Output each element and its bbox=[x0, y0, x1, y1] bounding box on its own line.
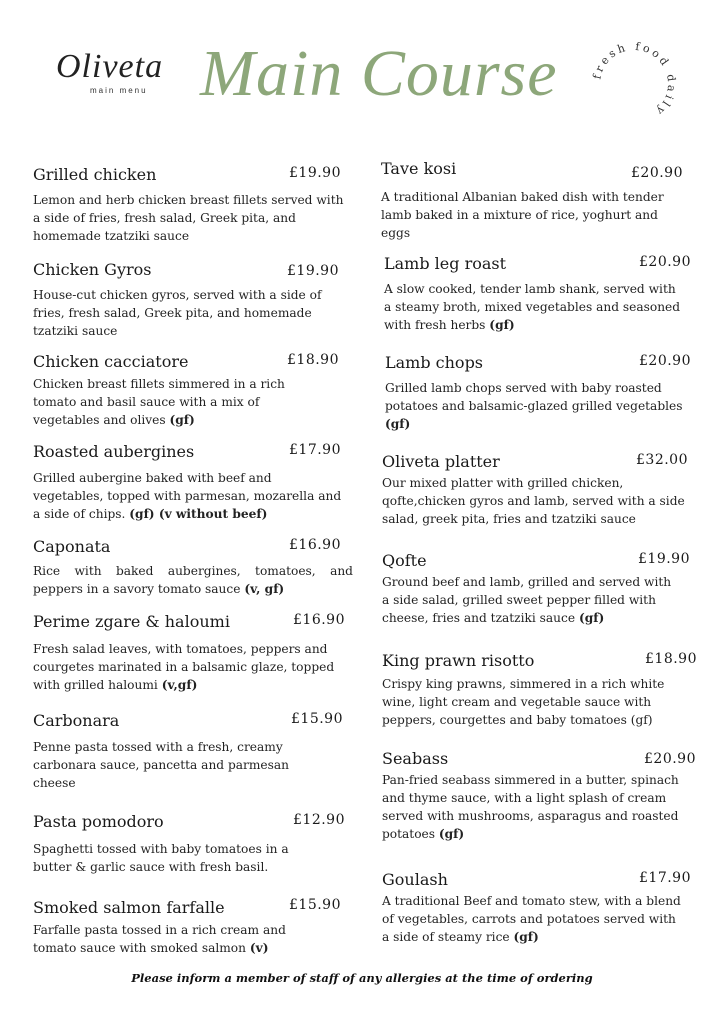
item-description: Our mixed platter with grilled chicken, qofte,chicken gyros and lamb, served with a side salad, greek pita, fries and tzatziki sauce bbox=[382, 476, 685, 526]
item-description: Spaghetti tossed with baby tomatoes in a butter & garlic sauce with fresh basil. bbox=[33, 842, 289, 874]
item-name: Grilled chicken bbox=[33, 165, 157, 184]
item-name: Oliveta platter bbox=[382, 452, 500, 471]
item-name: Chicken cacciatore bbox=[33, 352, 189, 371]
item-price: £17.90 bbox=[289, 442, 341, 458]
item-price: £20.90 bbox=[631, 165, 683, 181]
item-description: Fresh salad leaves, with tomatoes, peppers and courgetes marinated in a balsamic glaze, topped with grilled haloumi (v,gf) bbox=[33, 642, 335, 692]
item-name: Lamb leg roast bbox=[384, 254, 507, 273]
item-description: Rice with baked aubergines, tomatoes, and peppers in a savory tomato sauce (v, gf) bbox=[33, 564, 353, 596]
item-description: A traditional Beef and tomato stew, with a blend of vegetables, carrots and potatoes served with a side of steamy rice (gf) bbox=[382, 894, 681, 944]
item-price: £17.90 bbox=[639, 870, 691, 886]
allergy-notice: Please inform a member of staff of any allergies at the time of ordering bbox=[131, 971, 593, 985]
item-name: King prawn risotto bbox=[382, 651, 535, 670]
item-name: Smoked salmon farfalle bbox=[33, 898, 225, 917]
item-description: Pan-fried seabass simmered in a butter, spinach and thyme sauce, with a light splash of cream served with mushrooms, asparagus and roasted potatoes (gf) bbox=[382, 773, 679, 841]
brand-logo bbox=[56, 48, 176, 104]
item-name: Caponata bbox=[33, 537, 111, 556]
fresh-food-badge bbox=[588, 38, 680, 130]
item-description: Ground beef and lamb, grilled and served with a side salad, grilled sweet pepper filled with cheese, fries and tzatziki sauce (gf) bbox=[382, 575, 672, 625]
item-price: £15.90 bbox=[291, 711, 343, 727]
item-price: £12.90 bbox=[293, 812, 345, 828]
item-description: A slow cooked, tender lamb shank, served with a steamy broth, mixed vegetables and seasoned with fresh herbs (gf) bbox=[384, 282, 681, 332]
item-description: Lemon and herb chicken breast fillets served with a side of fries, fresh salad, Greek pita, and homemade tzatziki sauce bbox=[33, 193, 344, 243]
item-description: Chicken breast fillets simmered in a rich tomato and basil sauce with a mix of vegetables and olives (gf) bbox=[33, 377, 285, 427]
item-name: Goulash bbox=[382, 870, 448, 889]
item-name: Roasted aubergines bbox=[33, 442, 195, 461]
item-price: £19.90 bbox=[287, 263, 339, 279]
item-name: Pasta pomodoro bbox=[33, 812, 164, 831]
item-name: Chicken Gyros bbox=[33, 260, 152, 279]
item-description: Crispy king prawns, simmered in a rich white wine, light cream and vegetable sauce with peppers, courgettes and baby tomatoes (gf) bbox=[382, 677, 665, 727]
badge-text: fresh food daily bbox=[590, 39, 679, 120]
item-price: £20.90 bbox=[639, 254, 691, 270]
page-title: Main Course bbox=[200, 37, 558, 110]
item-price: £16.90 bbox=[293, 612, 345, 628]
item-price: £19.90 bbox=[289, 165, 341, 181]
item-price: £20.90 bbox=[644, 751, 696, 767]
item-name: Lamb chops bbox=[385, 353, 484, 372]
item-name: Carbonara bbox=[33, 711, 120, 730]
item-price: £15.90 bbox=[289, 897, 341, 913]
brand-tagline: main menu bbox=[90, 86, 148, 95]
item-name: Tave kosi bbox=[381, 159, 457, 178]
item-description: Grilled aubergine baked with beef and vegetables, topped with parmesan, mozarella and a side of chips. (gf) (v without beef) bbox=[33, 471, 342, 521]
badge-circle-text bbox=[588, 38, 680, 130]
item-name: Seabass bbox=[382, 749, 449, 768]
item-description: House-cut chicken gyros, served with a side of fries, fresh salad, Greek pita, and homemade tzatziki sauce bbox=[33, 288, 322, 338]
item-description: A traditional Albanian baked dish with tender lamb baked in a mixture of rice, yoghurt and eggs bbox=[381, 190, 664, 240]
item-name: Qofte bbox=[382, 551, 427, 570]
item-price: £18.90 bbox=[645, 651, 697, 667]
item-price: £18.90 bbox=[287, 352, 339, 368]
item-description: Farfalle pasta tossed in a rich cream and tomato sauce with smoked salmon (v) bbox=[33, 923, 286, 955]
item-name: Perime zgare & haloumi bbox=[33, 612, 230, 631]
brand-name: Oliveta bbox=[56, 48, 164, 85]
item-price: £32.00 bbox=[636, 452, 688, 468]
item-price: £16.90 bbox=[289, 537, 341, 553]
item-price: £20.90 bbox=[639, 353, 691, 369]
item-description: Grilled lamb chops served with baby roasted potatoes and balsamic-glazed grilled vegetables (gf) bbox=[385, 381, 683, 431]
item-description: Penne pasta tossed with a fresh, creamy carbonara sauce, pancetta and parmesan cheese bbox=[33, 740, 290, 790]
item-price: £19.90 bbox=[638, 551, 690, 567]
svg-text:fresh food daily bbox=[590, 40, 678, 119]
